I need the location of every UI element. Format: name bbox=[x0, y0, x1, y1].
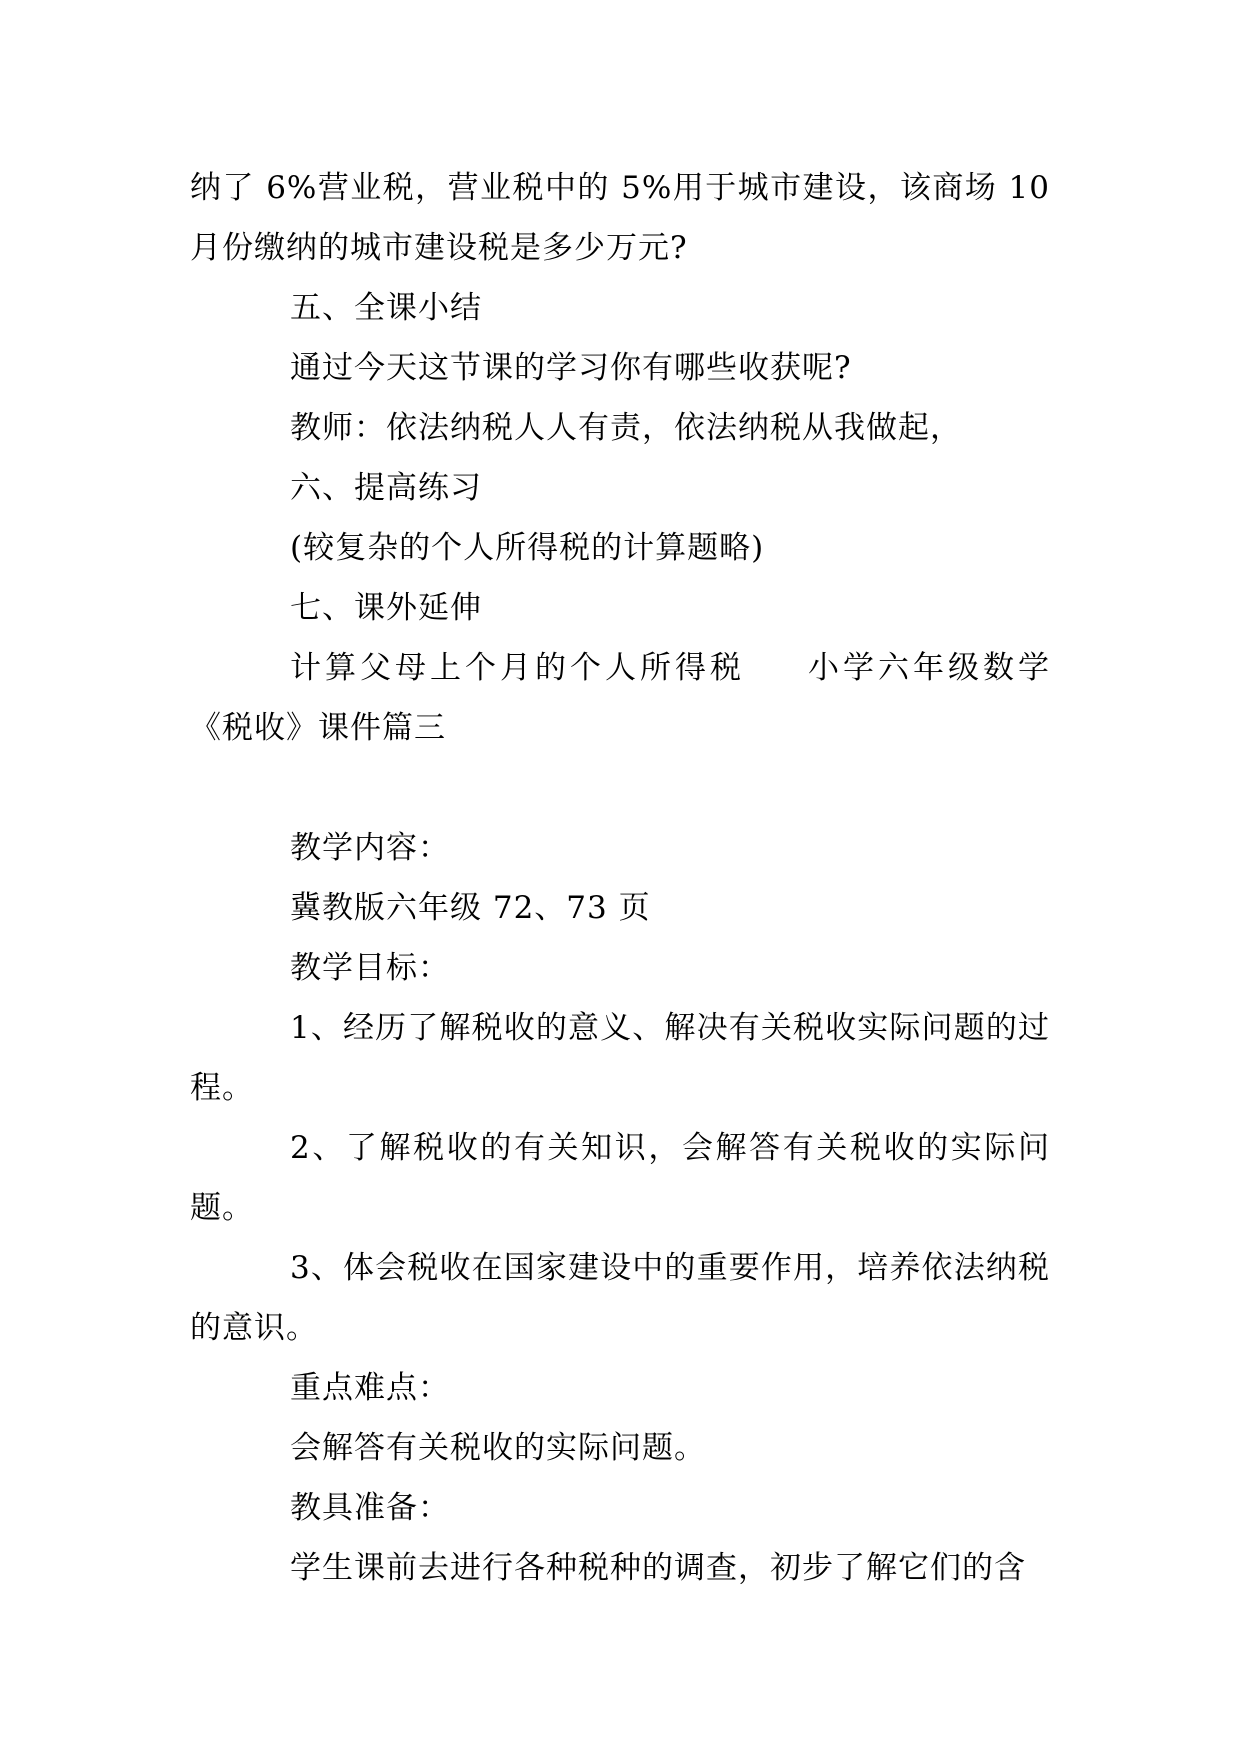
document-body bbox=[190, 158, 1050, 1598]
blank-line bbox=[190, 758, 1050, 818]
extension-task: 计算父母上个月的个人所得税 bbox=[290, 650, 745, 686]
heading-key-points: 重点难点： bbox=[290, 1370, 450, 1406]
paragraph-summary-question: 通过今天这节课的学习你有哪些收获呢? bbox=[290, 350, 852, 386]
heading-extension: 七、课外延伸 bbox=[290, 590, 482, 626]
heading-materials: 教具准备： bbox=[290, 1490, 450, 1526]
heading-practice: 六、提高练习 bbox=[290, 470, 482, 506]
heading-summary: 五、全课小结 bbox=[290, 290, 482, 326]
paragraph-key-points: 会解答有关税收的实际问题。 bbox=[290, 1430, 706, 1466]
paragraph-teacher-note: 教师：依法纳税人人有责，依法纳税从我做起， bbox=[290, 410, 962, 446]
heading-content: 教学内容： bbox=[290, 830, 450, 866]
paragraph-content: 冀教版六年级 72、73 页 bbox=[290, 890, 651, 926]
paragraph-goal-3: 3、体会税收在国家建设中的重要作用，培养依法纳税的意识。 bbox=[190, 1250, 1050, 1346]
paragraph-practice-note: (较复杂的个人所得税的计算题略) bbox=[290, 530, 765, 566]
paragraph-extension bbox=[190, 638, 1050, 758]
heading-goals: 教学目标： bbox=[290, 950, 450, 986]
section-title: 小学六年级数学《税收》课件篇三 bbox=[190, 650, 1050, 746]
paragraph-goal-2: 2、了解税收的有关知识，会解答有关税收的实际问题。 bbox=[190, 1130, 1050, 1226]
paragraph-goal-1: 1、经历了解税收的意义、解决有关税收实际问题的过程。 bbox=[190, 1010, 1050, 1106]
paragraph-materials: 学生课前去进行各种税种的调查，初步了解它们的含 bbox=[290, 1550, 1026, 1586]
paragraph-tax-question: 纳了 6%营业税，营业税中的 5%用于城市建设，该商场 10 月份缴纳的城市建设税是多少万元? bbox=[190, 170, 1050, 266]
